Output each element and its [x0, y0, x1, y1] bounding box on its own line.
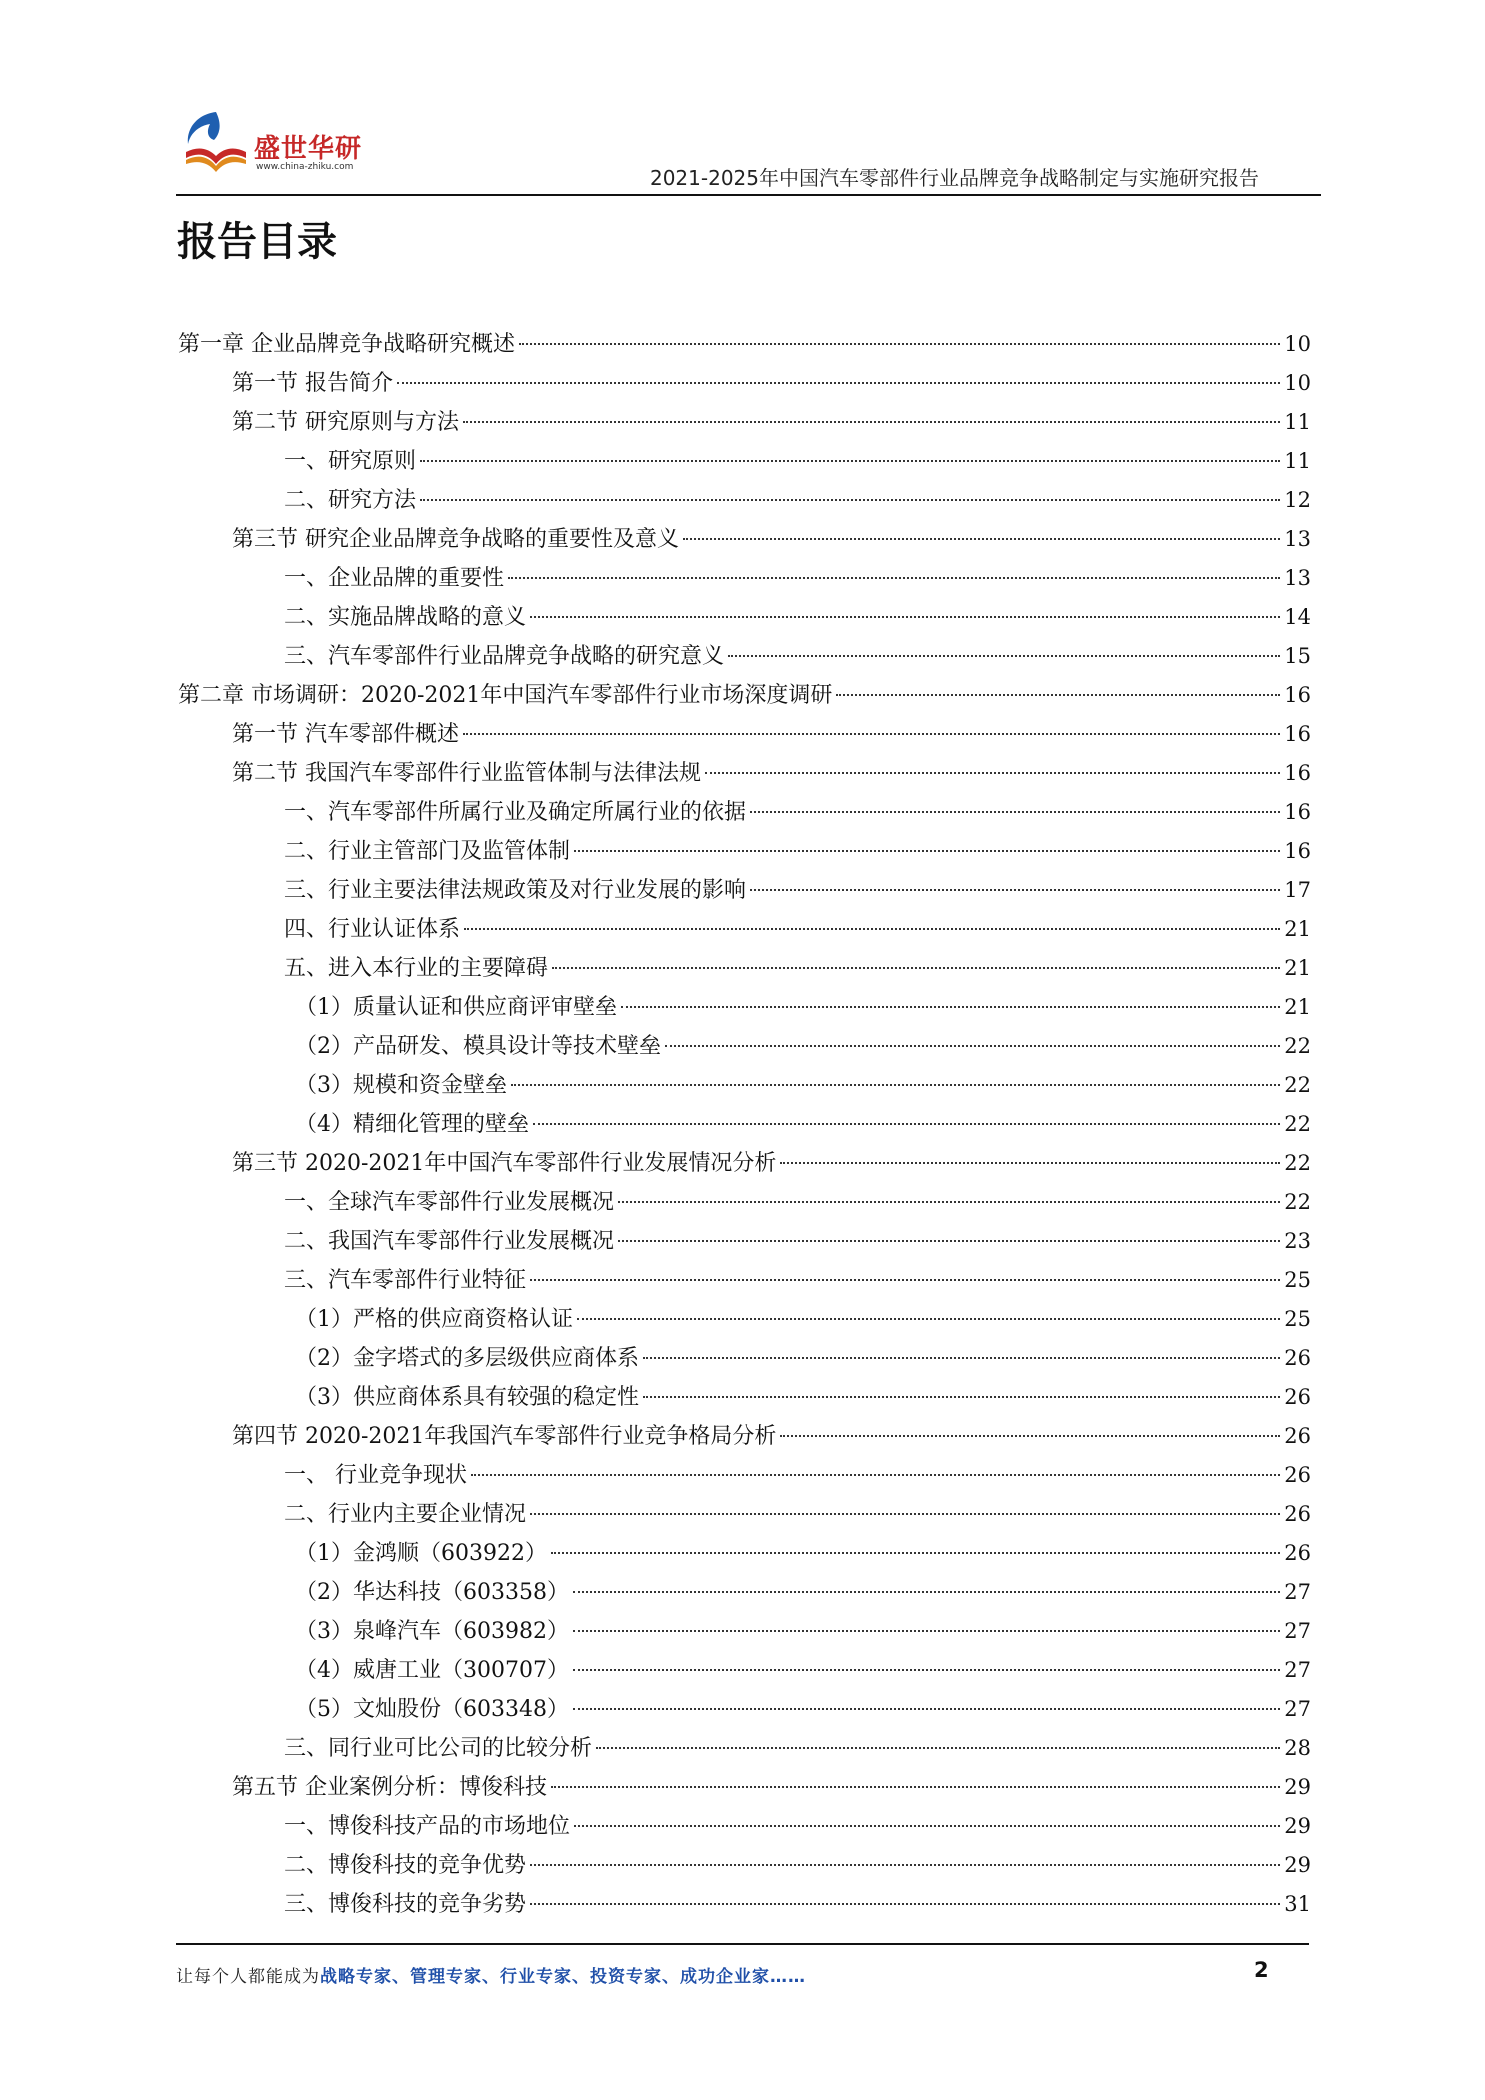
toc-entry[interactable]: [178, 834, 1311, 873]
toc-entry-label: （3）供应商体系具有较强的稳定性: [295, 1385, 639, 1410]
toc-entry-page: 25: [1284, 1268, 1311, 1292]
toc-entry[interactable]: [178, 717, 1311, 756]
toc-entry-label: （3）规模和资金壁垒: [295, 1073, 507, 1098]
toc-entry[interactable]: [178, 1419, 1311, 1458]
toc-dot-leader: [750, 889, 1280, 891]
toc-entry-label: 一、企业品牌的重要性: [284, 566, 505, 591]
toc-entry-page: 26: [1284, 1541, 1311, 1565]
toc-entry-page: 12: [1284, 488, 1311, 512]
toc-entry-page: 11: [1284, 449, 1311, 473]
toc-entry-page: 15: [1284, 644, 1311, 668]
table-of-contents: [178, 327, 1311, 1926]
toc-entry[interactable]: [178, 990, 1311, 1029]
toc-dot-leader: [533, 1123, 1280, 1125]
company-logo: [176, 100, 376, 190]
toc-entry[interactable]: [178, 1887, 1311, 1926]
footer-divider: [176, 1943, 1309, 1945]
header-divider: [176, 194, 1321, 196]
slogan-highlight: 战略专家、管理专家、行业专家、投资专家、成功企业家……: [320, 1967, 806, 1987]
toc-entry-label: 三、行业主要法律法规政策及对行业发展的影响: [284, 878, 747, 903]
toc-entry-label: 第二节 研究原则与方法: [232, 410, 459, 435]
toc-dot-leader: [683, 538, 1280, 540]
toc-entry-page: 16: [1284, 722, 1311, 746]
toc-entry-label: 第二节 我国汽车零部件行业监管体制与法律法规: [232, 761, 701, 786]
toc-dot-leader: [464, 928, 1280, 930]
toc-dot-leader: [519, 343, 1280, 345]
toc-dot-leader: [577, 1318, 1280, 1320]
toc-dot-leader: [705, 772, 1280, 774]
toc-entry-label: 一、 行业竞争现状: [284, 1463, 467, 1488]
toc-entry[interactable]: [178, 1458, 1311, 1497]
toc-dot-leader: [530, 1903, 1280, 1905]
toc-entry-page: 16: [1284, 800, 1311, 824]
toc-entry[interactable]: [178, 795, 1311, 834]
toc-dot-leader: [574, 1825, 1280, 1827]
toc-entry-label: 一、汽车零部件所属行业及确定所属行业的依据: [284, 800, 747, 825]
toc-dot-leader: [665, 1045, 1280, 1047]
toc-entry-page: 29: [1284, 1853, 1311, 1877]
toc-dot-leader: [618, 1201, 1280, 1203]
toc-entry[interactable]: [178, 1302, 1311, 1341]
toc-entry-page: 29: [1284, 1814, 1311, 1838]
toc-entry-label: 第三节 2020-2021年中国汽车零部件行业发展情况分析: [232, 1151, 777, 1176]
toc-entry-label: 第一章 企业品牌竞争战略研究概述: [178, 332, 515, 357]
toc-entry-label: 一、博俊科技产品的市场地位: [284, 1814, 571, 1839]
toc-dot-leader: [618, 1240, 1280, 1242]
toc-entry[interactable]: [178, 678, 1311, 717]
toc-dot-leader: [463, 733, 1280, 735]
toc-dot-leader: [530, 616, 1280, 618]
toc-entry[interactable]: [178, 1770, 1311, 1809]
toc-entry[interactable]: [178, 1185, 1311, 1224]
toc-entry[interactable]: [178, 483, 1311, 522]
toc-dot-leader: [573, 1591, 1280, 1593]
toc-entry-label: 第一节 报告简介: [232, 371, 393, 396]
toc-entry-page: 21: [1284, 956, 1311, 980]
toc-entry-page: 27: [1284, 1697, 1311, 1721]
toc-entry-label: 四、行业认证体系: [284, 917, 461, 942]
toc-entry-page: 10: [1284, 371, 1311, 395]
toc-entry[interactable]: [178, 405, 1311, 444]
logo-url: www.china-zhiku.com: [256, 162, 354, 172]
footer-slogan: [176, 1962, 806, 1987]
toc-entry[interactable]: [178, 873, 1311, 912]
toc-entry[interactable]: [178, 1848, 1311, 1887]
logo-emblem-icon: [176, 104, 256, 184]
toc-entry-page: 26: [1284, 1424, 1311, 1448]
toc-entry-label: （1）严格的供应商资格认证: [295, 1307, 573, 1332]
toc-entry-page: 22: [1284, 1073, 1311, 1097]
toc-entry-page: 29: [1284, 1775, 1311, 1799]
toc-entry[interactable]: [178, 756, 1311, 795]
toc-entry-page: 26: [1284, 1502, 1311, 1526]
toc-entry-page: 27: [1284, 1619, 1311, 1643]
toc-dot-leader: [551, 1786, 1280, 1788]
toc-entry-label: （1）质量认证和供应商评审壁垒: [295, 995, 617, 1020]
toc-entry[interactable]: [178, 1380, 1311, 1419]
toc-dot-leader: [552, 967, 1280, 969]
toc-dot-leader: [573, 1708, 1280, 1710]
toc-entry[interactable]: [178, 1107, 1311, 1146]
toc-entry-label: （3）泉峰汽车（603982）: [295, 1619, 569, 1644]
toc-dot-leader: [780, 1435, 1280, 1437]
toc-entry-label: （4）精细化管理的壁垒: [295, 1112, 529, 1137]
toc-entry[interactable]: [178, 522, 1311, 561]
page-title: 报告目录: [177, 219, 337, 265]
toc-entry-page: 26: [1284, 1463, 1311, 1487]
toc-entry-label: 三、汽车零部件行业品牌竞争战略的研究意义: [284, 644, 725, 669]
toc-entry-label: 三、同行业可比公司的比较分析: [284, 1736, 593, 1761]
page-number: 2: [1254, 1958, 1269, 1982]
toc-entry-label: 二、行业内主要企业情况: [284, 1502, 527, 1527]
toc-dot-leader: [530, 1864, 1280, 1866]
toc-entry-page: 22: [1284, 1034, 1311, 1058]
toc-dot-leader: [643, 1396, 1280, 1398]
toc-dot-leader: [750, 811, 1280, 813]
toc-entry[interactable]: [178, 1614, 1311, 1653]
toc-entry-page: 25: [1284, 1307, 1311, 1331]
toc-entry[interactable]: [178, 1341, 1311, 1380]
toc-entry-page: 17: [1284, 878, 1311, 902]
toc-entry[interactable]: [178, 951, 1311, 990]
toc-entry-page: 22: [1284, 1190, 1311, 1214]
toc-entry[interactable]: [178, 1224, 1311, 1263]
toc-entry-label: 三、博俊科技的竞争劣势: [284, 1892, 527, 1917]
toc-entry[interactable]: [178, 327, 1311, 366]
toc-entry[interactable]: [178, 639, 1311, 678]
toc-entry-label: 第五节 企业案例分析：博俊科技: [232, 1775, 547, 1800]
toc-entry-page: 27: [1284, 1580, 1311, 1604]
document-title: 2021-2025年中国汽车零部件行业品牌竞争战略制定与实施研究报告: [649, 166, 1259, 190]
toc-entry-page: 21: [1284, 995, 1311, 1019]
toc-entry-page: 21: [1284, 917, 1311, 941]
toc-dot-leader: [511, 1084, 1280, 1086]
toc-entry-label: 二、实施品牌战略的意义: [284, 605, 527, 630]
toc-entry[interactable]: [178, 561, 1311, 600]
toc-dot-leader: [780, 1162, 1280, 1164]
toc-entry[interactable]: [178, 1809, 1311, 1848]
toc-dot-leader: [508, 577, 1280, 579]
page-header: [176, 100, 1321, 196]
toc-entry-label: 第四节 2020-2021年我国汽车零部件行业竞争格局分析: [232, 1424, 777, 1449]
toc-entry[interactable]: [178, 1536, 1311, 1575]
toc-entry[interactable]: [178, 1146, 1311, 1185]
toc-entry[interactable]: [178, 366, 1311, 405]
toc-entry-page: 11: [1284, 410, 1311, 434]
toc-entry[interactable]: [178, 1692, 1311, 1731]
toc-entry-label: 五、进入本行业的主要障碍: [284, 956, 549, 981]
toc-entry-page: 16: [1284, 839, 1311, 863]
toc-entry-page: 26: [1284, 1385, 1311, 1409]
toc-entry[interactable]: [178, 1263, 1311, 1302]
toc-entry-page: 22: [1284, 1151, 1311, 1175]
toc-entry-label: 二、研究方法: [284, 488, 417, 513]
toc-entry-label: 二、行业主管部门及监管体制: [284, 839, 571, 864]
toc-entry-label: （5）文灿股份（603348）: [295, 1697, 569, 1722]
toc-entry-label: （2）产品研发、模具设计等技术壁垒: [295, 1034, 661, 1059]
toc-dot-leader: [574, 850, 1280, 852]
toc-entry-page: 27: [1284, 1658, 1311, 1682]
toc-entry[interactable]: [178, 1575, 1311, 1614]
toc-dot-leader: [530, 1513, 1280, 1515]
toc-entry-label: （2）华达科技（603358）: [295, 1580, 569, 1605]
logo-name: 盛世华研: [254, 134, 363, 164]
toc-dot-leader: [596, 1747, 1280, 1749]
toc-dot-leader: [728, 655, 1280, 657]
toc-entry[interactable]: [178, 1497, 1311, 1536]
toc-entry-page: 23: [1284, 1229, 1311, 1253]
toc-dot-leader: [530, 1279, 1280, 1281]
slogan-prefix: 让每个人都能成为: [176, 1967, 320, 1987]
toc-dot-leader: [621, 1006, 1280, 1008]
toc-entry-label: 第二章 市场调研：2020-2021年中国汽车零部件行业市场深度调研: [178, 683, 833, 708]
toc-entry[interactable]: [178, 600, 1311, 639]
toc-entry-page: 16: [1284, 761, 1311, 785]
toc-entry-label: （4）威唐工业（300707）: [295, 1658, 569, 1683]
toc-entry-page: 10: [1284, 332, 1311, 356]
toc-entry-label: 第一节 汽车零部件概述: [232, 722, 459, 747]
toc-entry-page: 26: [1284, 1346, 1311, 1370]
toc-entry-label: 一、研究原则: [284, 449, 417, 474]
toc-dot-leader: [397, 382, 1280, 384]
toc-dot-leader: [836, 694, 1280, 696]
toc-entry-page: 31: [1284, 1892, 1311, 1916]
toc-entry[interactable]: [178, 1653, 1311, 1692]
toc-entry-label: 第三节 研究企业品牌竞争战略的重要性及意义: [232, 527, 679, 552]
toc-entry-page: 13: [1284, 566, 1311, 590]
toc-dot-leader: [573, 1630, 1280, 1632]
toc-entry[interactable]: [178, 1029, 1311, 1068]
toc-entry-page: 22: [1284, 1112, 1311, 1136]
toc-entry-page: 16: [1284, 683, 1311, 707]
toc-entry-label: （1）金鸿顺（603922）: [295, 1541, 547, 1566]
toc-entry[interactable]: [178, 1068, 1311, 1107]
toc-dot-leader: [463, 421, 1280, 423]
toc-dot-leader: [420, 460, 1280, 462]
toc-entry-page: 28: [1284, 1736, 1311, 1760]
toc-dot-leader: [573, 1669, 1280, 1671]
toc-dot-leader: [471, 1474, 1280, 1476]
toc-entry-label: 三、汽车零部件行业特征: [284, 1268, 527, 1293]
toc-dot-leader: [643, 1357, 1280, 1359]
toc-entry-label: （2）金字塔式的多层级供应商体系: [295, 1346, 639, 1371]
toc-entry-page: 14: [1284, 605, 1311, 629]
toc-entry[interactable]: [178, 912, 1311, 951]
toc-dot-leader: [551, 1552, 1280, 1554]
toc-entry-label: 一、全球汽车零部件行业发展概况: [284, 1190, 615, 1215]
toc-entry-page: 13: [1284, 527, 1311, 551]
toc-entry[interactable]: [178, 444, 1311, 483]
toc-entry-label: 二、我国汽车零部件行业发展概况: [284, 1229, 615, 1254]
toc-entry-label: 二、博俊科技的竞争优势: [284, 1853, 527, 1878]
toc-entry[interactable]: [178, 1731, 1311, 1770]
toc-dot-leader: [420, 499, 1280, 501]
